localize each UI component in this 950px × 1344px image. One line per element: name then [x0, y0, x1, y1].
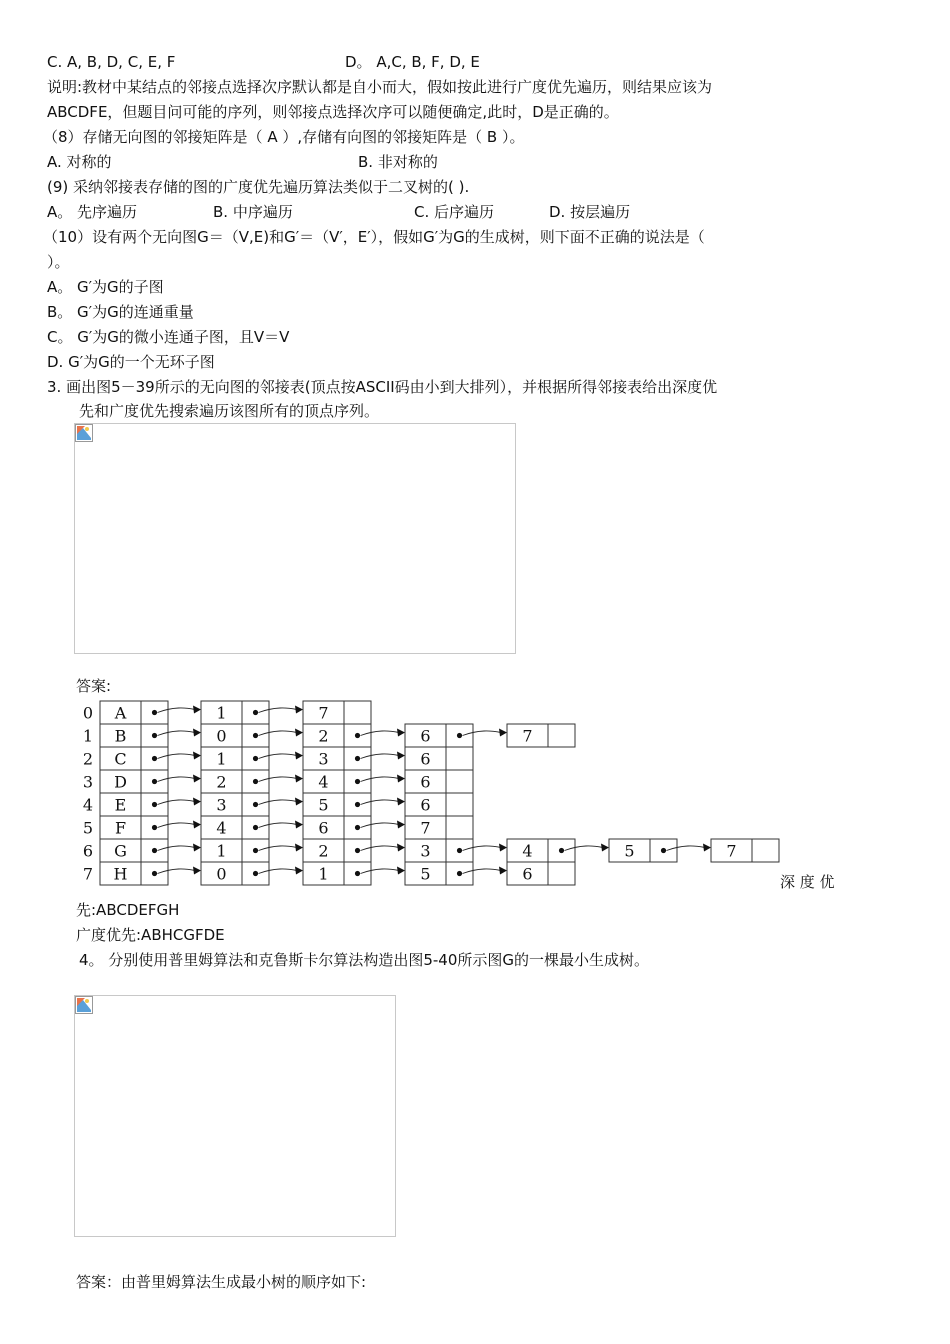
adj-node-value-label: 3 — [318, 749, 329, 769]
adjacency-arrow-head — [193, 798, 201, 806]
adjacency-arrow-head — [397, 844, 405, 852]
adjacency-arrow-head — [295, 729, 303, 737]
adjacency-arrow-head — [601, 844, 609, 852]
pointer-dot — [253, 756, 258, 761]
adj-node-value-label: 4 — [522, 841, 533, 861]
q9-option-c: C. 后序遍历 — [414, 203, 495, 221]
adjacency-arrow-head — [295, 821, 303, 829]
adj-node-value-label: 4 — [216, 818, 227, 838]
figure-5-40-placeholder — [74, 995, 396, 1237]
adjacency-arrow-head — [295, 844, 303, 852]
pointer-dot — [152, 733, 157, 738]
pointer-dot — [253, 871, 258, 876]
adj-node-value-label: 1 — [216, 749, 227, 769]
adj-node-value-label: 0 — [216, 726, 227, 746]
adjacency-arrow-head — [703, 844, 711, 852]
q10-option-c: C。 G′为G的微小连通子图，且V＝V — [47, 328, 290, 346]
adj-node-value-label: 6 — [522, 864, 533, 884]
question-3-line-1: 3. 画出图5－39所示的无向图的邻接表(顶点按ASCII码由小到大排列），并根据所得邻接表给出深度优 — [47, 378, 718, 396]
pointer-dot — [152, 710, 157, 715]
q7-option-d: D。 A,C, B, F, D, E — [345, 53, 480, 71]
adj-node-value-label: 5 — [420, 864, 431, 884]
pointer-dot — [355, 756, 360, 761]
adj-node-pointer-cell — [548, 862, 575, 885]
adj-node-value-label: 6 — [420, 726, 431, 746]
adj-node-pointer-cell — [446, 747, 473, 770]
row-index-label: 6 — [82, 841, 94, 861]
adj-node-value-label: 5 — [318, 795, 329, 815]
head-vertex-label: D — [114, 772, 127, 792]
adjacency-arrow-head — [295, 752, 303, 760]
adjacency-arrow-head — [397, 821, 405, 829]
pointer-dot — [355, 733, 360, 738]
bfs-result: 广度优先:ABHCGFDE — [76, 926, 225, 944]
pointer-dot — [355, 779, 360, 784]
adjacency-arrow-head — [295, 798, 303, 806]
pointer-dot — [152, 848, 157, 853]
adjacency-arrow-head — [397, 775, 405, 783]
pointer-dot — [253, 779, 258, 784]
row-index-label: 7 — [82, 864, 94, 884]
pointer-dot — [457, 848, 462, 853]
dfs-label-right: 深 度 优 — [780, 873, 835, 891]
q10-option-b: B。 G′为G的连通重量 — [47, 303, 194, 321]
row-index-label: 3 — [82, 772, 94, 792]
adj-node-value-label: 3 — [420, 841, 431, 861]
pointer-dot — [152, 779, 157, 784]
adj-node-value-label: 7 — [522, 726, 533, 746]
adjacency-arrow-head — [193, 844, 201, 852]
head-vertex-label: C — [114, 749, 127, 769]
adjacency-arrow-head — [193, 775, 201, 783]
question-8: （8）存储无向图的邻接矩阵是（ A ）,存储有向图的邻接矩阵是（ B ）。 — [43, 128, 525, 146]
q9-option-d: D. 按层遍历 — [549, 203, 631, 221]
adjacency-arrow-head — [397, 867, 405, 875]
pointer-dot — [559, 848, 564, 853]
explanation-line-2: ABCDFE，但题目问可能的序列，则邻接点选择次序可以随便确定,此时，D是正确的。 — [47, 103, 619, 121]
pointer-dot — [253, 825, 258, 830]
adjacency-arrow-head — [499, 844, 507, 852]
pointer-dot — [253, 802, 258, 807]
dfs-result: 先:ABCDEFGH — [76, 901, 180, 919]
adj-node-value-label: 1 — [216, 841, 227, 861]
adjacency-arrow-head — [295, 775, 303, 783]
pointer-dot — [355, 802, 360, 807]
adj-node-pointer-cell — [344, 701, 371, 724]
question-9: (9) 采纳邻接表存储的图的广度优先遍历算法类似于二叉树的( ). — [47, 178, 470, 196]
pointer-dot — [355, 871, 360, 876]
q10-option-d: D. G′为G的一个无环子图 — [47, 353, 215, 371]
broken-image-icon — [75, 996, 93, 1014]
pointer-dot — [253, 710, 258, 715]
q8-option-a: A. 对称的 — [47, 153, 112, 171]
adjacency-arrow-head — [193, 821, 201, 829]
adj-node-value-label: 6 — [318, 818, 329, 838]
pointer-dot — [152, 802, 157, 807]
adj-node-pointer-cell — [446, 816, 473, 839]
adjacency-arrow-head — [397, 752, 405, 760]
q10-option-a: A。 G′为G的子图 — [47, 278, 164, 296]
adj-node-value-label: 7 — [726, 841, 737, 861]
adjacency-arrow-head — [193, 706, 201, 714]
adjacency-arrow-head — [295, 867, 303, 875]
adj-node-pointer-cell — [446, 793, 473, 816]
adj-node-pointer-cell — [548, 724, 575, 747]
adj-node-value-label: 2 — [318, 841, 329, 861]
head-vertex-label: H — [113, 864, 128, 884]
pointer-dot — [661, 848, 666, 853]
explanation-line-1: 说明:教材中某结点的邻接点选择次序默认都是自小而大，假如按此进行广度优先遍历，则结果应该为 — [47, 78, 713, 96]
adjacency-arrow-head — [397, 729, 405, 737]
question-4: 4。 分别使用普里姆算法和克鲁斯卡尔算法构造出图5-40所示图G的一棵最小生成树。 — [79, 951, 649, 969]
adj-node-value-label: 7 — [420, 818, 431, 838]
adj-node-value-label: 1 — [216, 703, 227, 723]
row-index-label: 0 — [82, 703, 94, 723]
row-index-label: 4 — [82, 795, 94, 815]
pointer-dot — [457, 871, 462, 876]
row-index-label: 1 — [82, 726, 94, 746]
head-vertex-label: E — [114, 795, 127, 815]
pointer-dot — [253, 848, 258, 853]
head-vertex-label: B — [114, 726, 127, 746]
pointer-dot — [152, 756, 157, 761]
head-vertex-label: G — [114, 841, 127, 861]
adj-node-value-label: 5 — [624, 841, 635, 861]
question-10-line-2: ）。 — [47, 253, 70, 271]
q7-option-c: C. A, B, D, C, E, F — [47, 53, 176, 71]
adj-node-value-label: 2 — [318, 726, 329, 746]
answer-prim: 答案：由普里姆算法生成最小树的顺序如下: — [76, 1273, 367, 1291]
question-3-line-2: 先和广度优先搜索遍历该图所有的顶点序列。 — [79, 402, 380, 420]
q9-option-b: B. 中序遍历 — [213, 203, 293, 221]
adj-node-value-label: 1 — [318, 864, 329, 884]
adj-node-pointer-cell — [752, 839, 779, 862]
adjacency-arrow-head — [499, 729, 507, 737]
adj-node-value-label: 6 — [420, 795, 431, 815]
adj-node-value-label: 0 — [216, 864, 227, 884]
pointer-dot — [253, 733, 258, 738]
adjacency-arrow-head — [499, 867, 507, 875]
row-index-label: 5 — [82, 818, 94, 838]
adj-node-value-label: 6 — [420, 772, 431, 792]
question-10-line-1: （10）设有两个无向图G＝（V,E)和G′＝（V′，E′），假如G′为G的生成树，则下面不正确的说法是（ — [43, 228, 705, 246]
adj-node-value-label: 7 — [318, 703, 329, 723]
pointer-dot — [457, 733, 462, 738]
row-index-label: 2 — [82, 749, 94, 769]
answer-label: 答案: — [76, 677, 112, 695]
adj-node-value-label: 3 — [216, 795, 227, 815]
adjacency-arrow-head — [193, 752, 201, 760]
adjacency-arrow-head — [295, 706, 303, 714]
adj-node-value-label: 2 — [216, 772, 227, 792]
adj-node-value-label: 4 — [318, 772, 329, 792]
adjacency-arrow-head — [193, 729, 201, 737]
q9-option-a: A。 先序遍历 — [47, 203, 138, 221]
pointer-dot — [152, 871, 157, 876]
pointer-dot — [152, 825, 157, 830]
pointer-dot — [355, 825, 360, 830]
adj-node-value-label: 6 — [420, 749, 431, 769]
head-vertex-label: A — [114, 703, 127, 723]
adjacency-arrow-head — [193, 867, 201, 875]
pointer-dot — [355, 848, 360, 853]
adjacency-arrow-head — [397, 798, 405, 806]
q8-option-b: B. 非对称的 — [358, 153, 438, 171]
head-vertex-label: F — [114, 818, 127, 838]
adj-node-pointer-cell — [446, 770, 473, 793]
